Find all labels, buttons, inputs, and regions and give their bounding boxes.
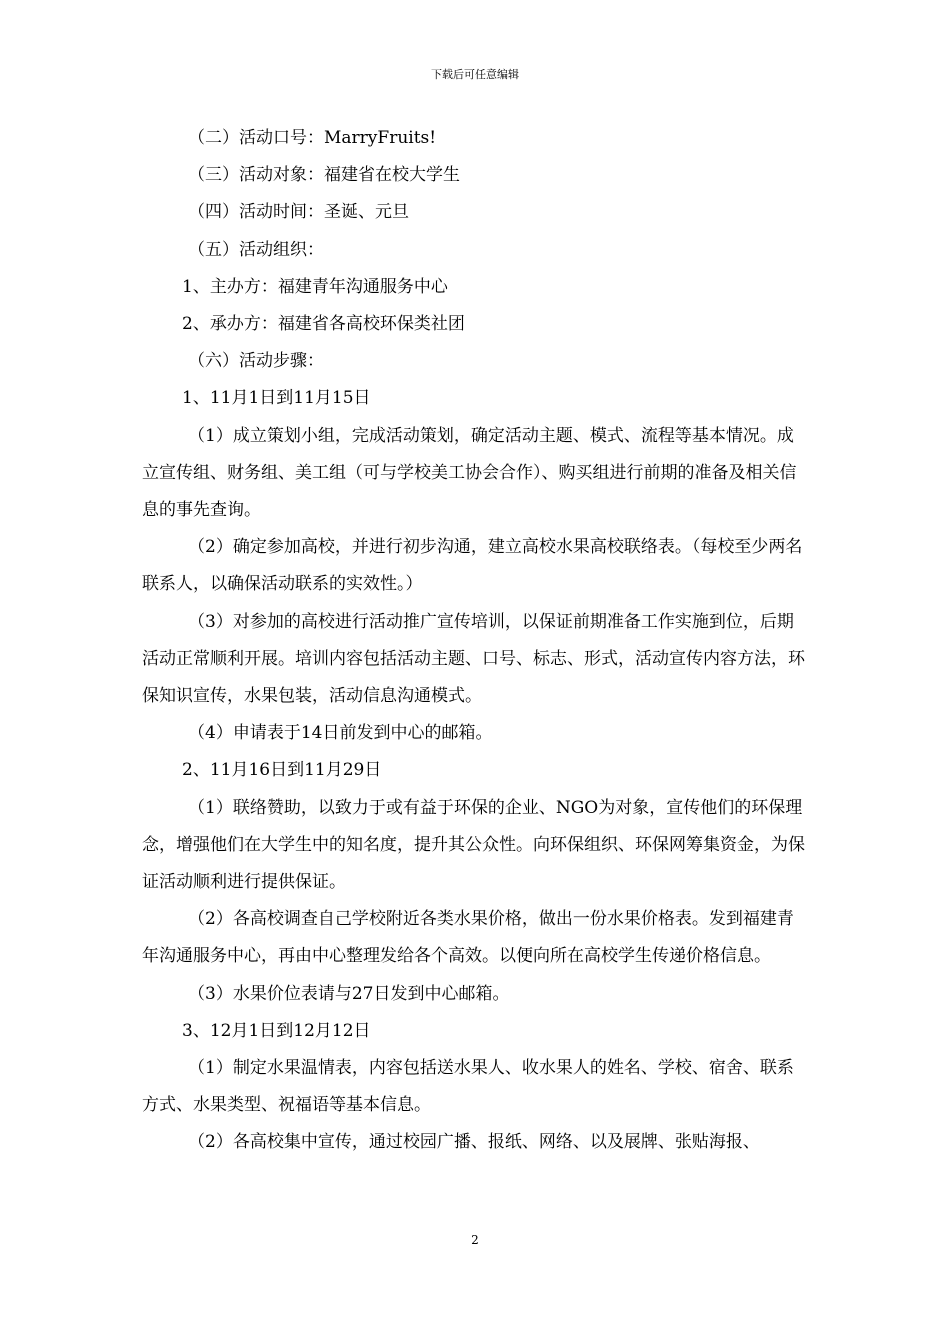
paragraph: （2）确定参加高校，并进行初步沟通，建立高校水果高校联络表。（每校至少两名联系人，以确保活动联系的实效性。） bbox=[142, 537, 803, 595]
paragraph: 3、12月1日到12月12日 bbox=[182, 1020, 371, 1041]
paragraph: （1）联络赞助，以致力于或有益于环保的企业、NGO为对象，宣传他们的环保理念，增强他们在大学生中的知名度，提升其公众性。向环保组织、环保网筹集资金，为保证活动顺利进行提供保证。 bbox=[142, 797, 805, 893]
page-number: 2 bbox=[471, 1233, 479, 1247]
paragraph: （1）制定水果温情表，内容包括送水果人、收水果人的姓名、学校、宿舍、联系方式、水果类型、祝福语等基本信息。 bbox=[142, 1058, 794, 1116]
paragraph: （1）成立策划小组，完成活动策划，确定活动主题、模式、流程等基本情况。成立宣传组、财务组、美工组（可与学校美工协会合作）、购买组进行前期的准备及相关信息的事先查询。 bbox=[142, 425, 797, 521]
paragraph: （六）活动步骤： bbox=[188, 351, 324, 372]
paragraph: （4）申请表于14日前发到中心的邮箱。 bbox=[188, 723, 493, 744]
paragraph: （3）水果价位表请与27日发到中心邮箱。 bbox=[188, 983, 510, 1004]
paragraph: 1、11月1日到11月15日 bbox=[182, 388, 371, 409]
paragraph: （二）活动口号：MarryFruits! bbox=[188, 128, 437, 148]
document-body bbox=[142, 120, 810, 1162]
paragraph: （2）各高校集中宣传，通过校园广播、报纸、网络、以及展牌、张贴海报、 bbox=[188, 1132, 760, 1153]
paragraph: 2、11月16日到11月29日 bbox=[182, 760, 382, 781]
paragraph: （3）对参加的高校进行活动推广宣传培训，以保证前期准备工作实施到位，后期活动正常顺利开展。培训内容包括活动主题、口号、标志、形式，活动宣传内容方法，环保知识宣传，水果包装，活动信息沟通模式。 bbox=[142, 611, 805, 707]
paragraph: 1、主办方：福建青年沟通服务中心 bbox=[182, 276, 448, 297]
paragraph: （三）活动对象：福建省在校大学生 bbox=[188, 165, 460, 186]
paragraph: 2、承办方：福建省各高校环保类社团 bbox=[182, 314, 465, 335]
paragraph: （2）各高校调查自己学校附近各类水果价格，做出一份水果价格表。发到福建青年沟通服务中心，再由中心整理发给各个高效。以便向所在高校学生传递价格信息。 bbox=[142, 909, 794, 967]
paragraph: （五）活动组织： bbox=[188, 239, 324, 260]
paragraph: （四）活动时间：圣诞、元旦 bbox=[188, 202, 409, 223]
page-header: 下载后可任意编辑 bbox=[431, 68, 519, 81]
